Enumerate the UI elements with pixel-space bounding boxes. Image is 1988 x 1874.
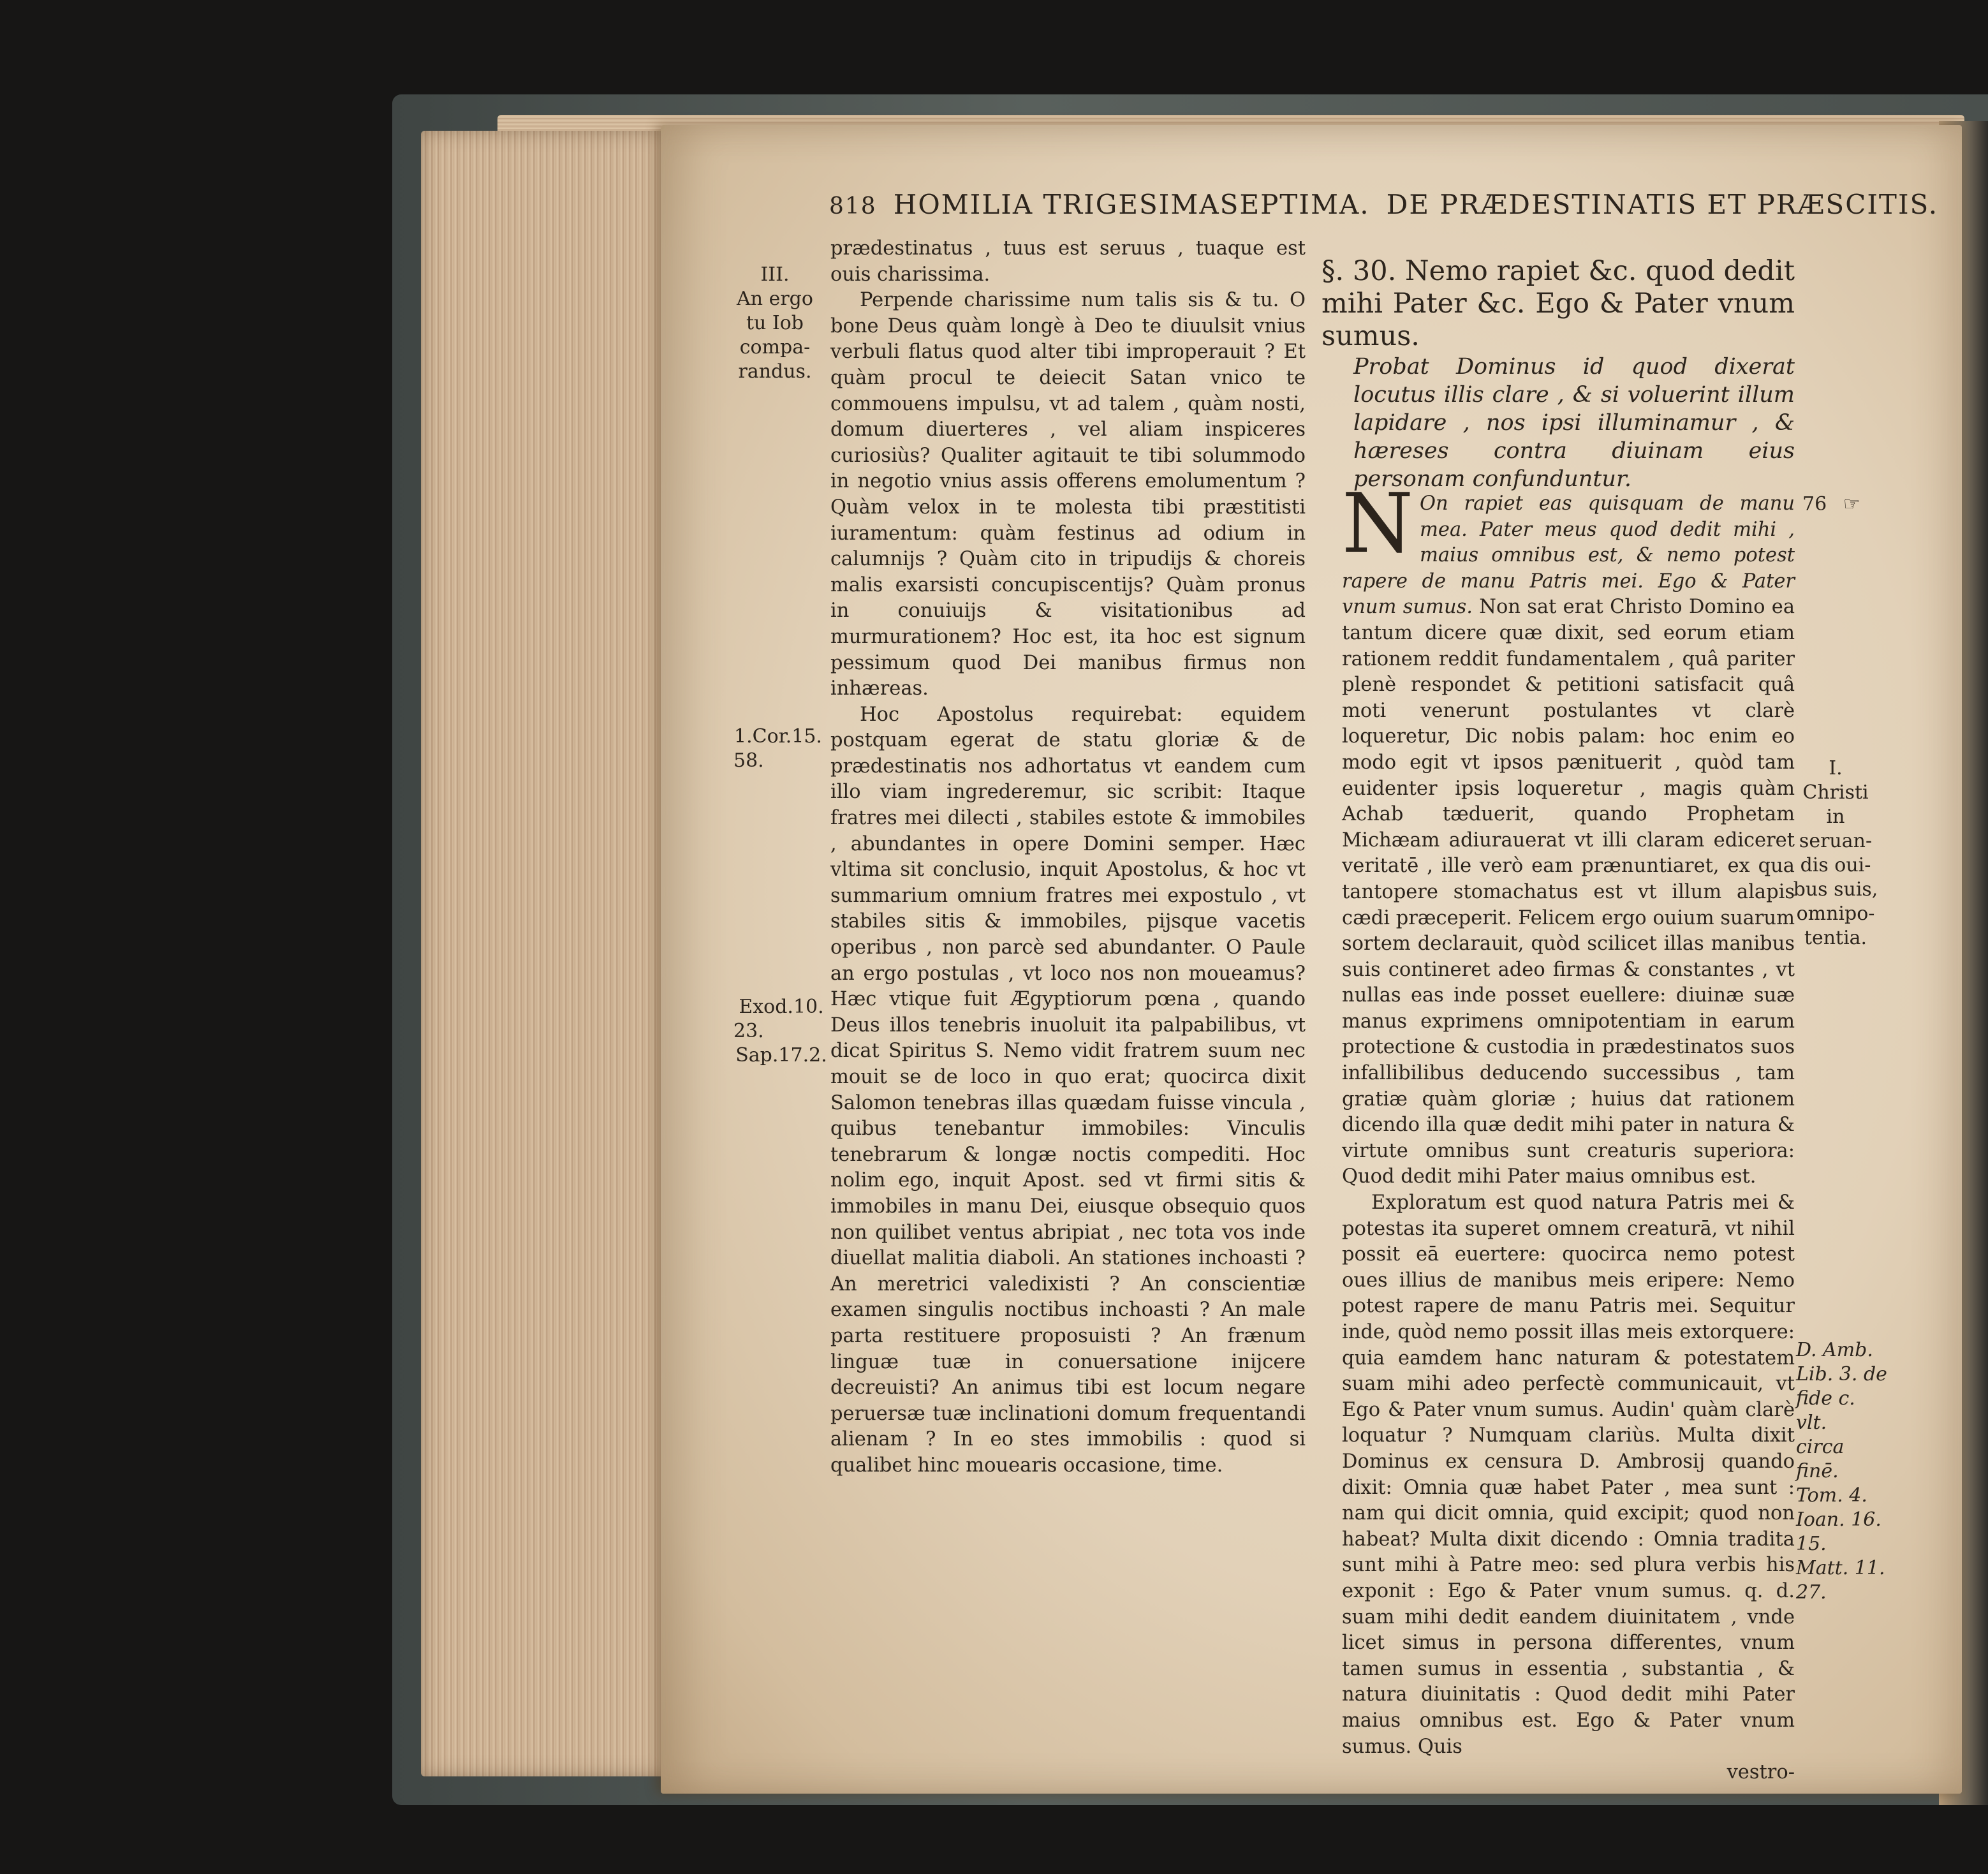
commentary-text: Non sat erat Christo Domino ea tantum dicere quæ dixit, sed eorum etiam rationem reddit fundamentalem , quâ pariter plenè respondet & petitioni satisfacit quâ moti venerunt postulantes vt clarè loqueretur, Dic nobis palam: hoc enim eo modo egit vt ipsos pænituerit , quòd tam euidenter ipsis loqueretur , magis quàm Achab tæduerit, quando Prophetam Michæam adiurauerat vt illi claram ediceret veritatē , ille verò eam prænuntiaret, ex qua tantopere stomachatus est vt illum alapis cædi præceperit. Felicem ergo ouium suarum sortem declarauit, quòd scilicet illas manibus suis contineret adeo firmas & constantes , vt nullas eas inde posset euellere: diuinæ suæ manus exprimens omnipotentiam in earum protectione & custodia in prædestinatos suos infallibilibus deducendo successibus , tam gratiæ quàm gloriæ ; huius dat rationem dicendo illa quæ dedit mihi pater in natura & virtute omnibus sunt creaturis superiora: Quod dedit mihi Pater maius omnibus est.	[1342, 596, 1795, 1188]
right-text-column	[1342, 476, 1795, 1784]
margin-note-right-3: D. Amb. Lib. 3. de fide c. vlt. circa finē. Tom. 4. Ioan. 16. 15. Matt. 11. 27.	[1796, 1339, 1887, 1604]
page-stack-edges	[421, 131, 671, 1776]
header-title-left: HOMILIA TRIGESIMASEPTIMA.	[893, 189, 1370, 220]
quoted-verse: On rapiet eas quisquam de manu mea. Pater meus quod dedit mihi , maius omnibus est, & nemo potest rapere de manu Patris mei. Ego & Pater vnum sumus.	[1342, 492, 1795, 619]
margin-note-left-3: Exod.10. 23. Sap.17.2.	[733, 996, 827, 1066]
running-header	[829, 189, 1939, 227]
margin-note-right-2: I. Christi in seruan- dis oui- bus suis, omnipo- tentia.	[1793, 757, 1878, 949]
drop-cap: N	[1342, 476, 1413, 572]
section-summary: Probat Dominus id quod dixerat locutus illis clare , & si voluerint illum lapidare , nos ipsi illuminamur , & hæreses contra diuinam eius personam confunduntur.	[1353, 354, 1795, 492]
paragraph: Perpende charissime num talis sis & tu. O bone Deus quàm longè à Deo te diuulsit vnius verbuli flatus quod alter tibi improperauit ? Et quàm procul te deiecit Satan vnico te commouens impulsu, vt ad talem , quàm nosti, domum diuerteres , vel aliam inspiceres curiosiùs? Qualiter agitauit te tibi solummodo in negotio vnius assis offerens emolumentum ? Quàm velox in te molesta tibi præstitisti iuramentum: quàm festinus ad odium in calumnijs ? Quàm cito in tripudijs & choreis malis exarsisti concupiscentijs? Quàm pronus in conuiuijs & visitationibus ad murmurationem? Hoc est, ita hoc est signum pessimum quod Dei manibus firmus non inhæreas.	[830, 289, 1306, 700]
paragraph: Hoc Apostolus requirebat: equidem postquam egerat de statu gloriæ & de prædestinatis nos adhortatus vt eandem cum illo viam ingrederemur, sic scribit: Itaque fratres mei dilecti , stabiles estote & immobiles , abundantes in opere Domini semper. Hæc vltima sit conclusio, inquit Apostolus, & hoc vt summarium omnium fratres mei expostulo , vt stabiles sitis & immobiles, pijsque vacetis operibus , non parcè sed abundanter. O Paule an ergo postulas , vt loco nos non moueamus? Hæc vtique fuit Ægyptiorum pœna , quando Deus illos tenebris inuoluit ita palpabilibus, vt dicat Spiritus S. Nemo vidit fratrem suum nec mouit se de loco in quo erat; quocirca dixit Salomon tenebras illas quædam fuisse vincula , quibus tenebantur immobiles: Vinculis tenebrarum & longæ noctis compediti. Hoc nolim ego, inquit Apost. sed vt firmi sitis & immobiles in manu Dei, eiusque obsequio quos non quilibet ventus abripiat , nec tota vos inde diuellat malitia diaboli. An stationes inchoasti ? An meretrici valedixisti ? An conscientiæ examen singulis noctibus inchoasti ? An male parta restituere proposuisti ? An frænum linguæ tuæ in conuersatione inijcere decreuisti? An animus tibi est locum negare peruersæ tuæ inclinationi domum frequentandi alienam ? In eo stes immobilis : quod si qualibet hinc mouearis occasione, time.	[830, 703, 1306, 1477]
pointing-hand-icon: ☞	[1843, 493, 1860, 515]
margin-note-left-2: 1.Cor.15. 58.	[733, 725, 822, 772]
section-number: §. 30.	[1322, 255, 1397, 287]
header-title-right: DE PRÆDESTINATIS ET PRÆSCITIS.	[1386, 189, 1939, 220]
left-text-column	[830, 236, 1306, 1477]
margin-note-right-1: 76 ☞	[1802, 493, 1860, 515]
margin-note-left-1: III. An ergo tu Iob compa- randus.	[737, 263, 813, 383]
section-heading	[1322, 255, 1795, 491]
page-number: 818	[829, 193, 877, 219]
paragraph: prædestinatus , tuus est seruus , tuaque est ouis charissima.	[830, 237, 1306, 286]
paragraph: Exploratum est quod natura Patris mei & potestas ita superet omnem creaturā, vt nihil possit eā euertere: quocirca nemo potest oues illius de manibus meis eripere: Nemo potest rapere de manu Patris mei. Sequitur inde, quòd nemo possit illas meis extorquere: quia eamdem hanc naturam & potestatem suam mihi adeo perfectè communicauit, vt Ego & Pater vnum sumus. Audin' quàm clarè loquatur ? Numquam clariùs. Multa dixit Dominus ex censura D. Ambrosij quando dixit: Omnia quæ habet Pater , mea sunt : nam qui dicit omnia, quid excipit; quod non habeat? Multa dixit dicendo : Omnia tradita sunt mihi à Patre meo: sed plura verbis his exponit : Ego & Pater vnum sumus. q. d. suam mihi dedit eandem diuinitatem , vnde licet simus in persona differentes, vnum tamen sumus in essentia , substantia , & natura diuinitatis : Quod dedit mihi Pater maius omnibus est. Ego & Pater vnum sumus. Quis	[1342, 1192, 1795, 1758]
section-title: §. 30. Nemo rapiet &c. quod dedit mihi Pater &c. Ego & Pater vnum sumus.	[1322, 255, 1795, 352]
opening-paragraph	[1342, 476, 1795, 1190]
catchword: vestro-	[1727, 1761, 1795, 1784]
